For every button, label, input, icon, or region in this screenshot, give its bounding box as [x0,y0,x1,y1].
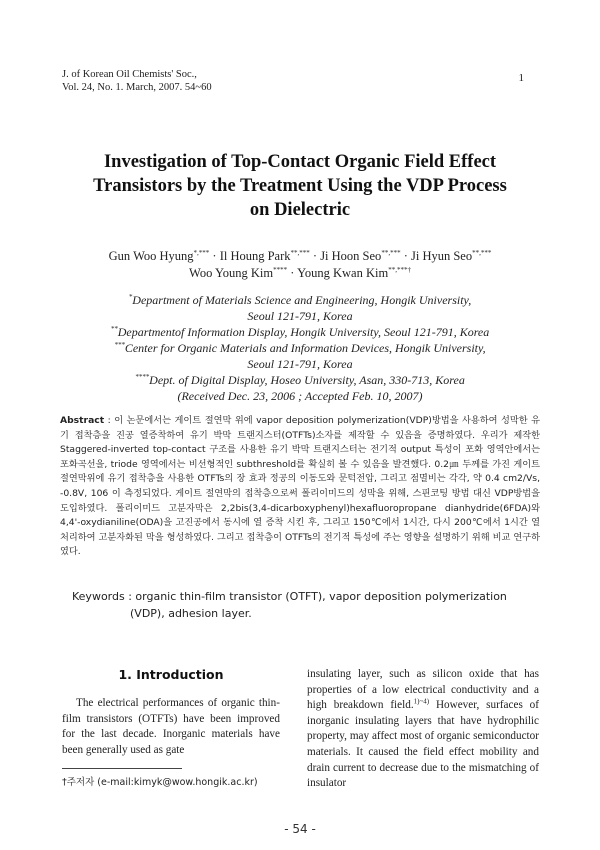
intro-paragraph-left: The electrical performances of organic thin-film transistors (OTFTs) have been improved for the last decade. Inorganic materials have been generally used as gate [62,697,280,756]
author-line-1 [60,248,540,265]
paper-title [40,150,560,222]
affiliation-3: ***Center for Organic Materials and Information Devices, Hongik University, [114,341,486,355]
author-name: · Ji Hyun Seo [400,249,473,263]
title-line-1: Investigation of Top-Contact Organic Field Effect [103,152,497,172]
affiliation-2: **Departmentof Information Display, Hongik University, Seoul 121-791, Korea [110,325,490,339]
page-number-top: 1 [518,72,524,84]
affiliation-3-city: Seoul 121-791, Korea [247,357,353,371]
author-mark: **,***† [388,265,411,274]
author-mark: *,*** [193,248,210,257]
right-column [307,667,539,792]
left-column [62,667,280,758]
author-name: · Ji Hoon Seo [309,249,382,263]
journal-line-1: J. of Korean Oil Chemists' Soc., [62,69,197,80]
author-name: Woo Young Kim [189,266,274,280]
affiliation-mark: ** [110,325,118,333]
received-dates: (Received Dec. 23, 2006 ; Accepted Feb. 10, 2007) [177,389,423,403]
author-name: Gun Woo Hyung [108,249,194,263]
affiliations [70,292,530,404]
affiliation-4: ****Dept. of Digital Display, Hoseo University, Asan, 330-713, Korea [135,373,465,387]
author-mark: **,*** [290,248,310,257]
abstract-text: : 이 논문에서는 게이트 절연막 위에 vapor deposition polymerization(VDP)방법을 사용하여 성막한 유기 접착층을 진공 열증착하여 유기 박막 트랜지스터(OTFTs)소자를 제작할 수 있음을 증명하였다. 우리가 제작한 Staggered-inverted top-contact 구조를 사용한 유기 박막 트랜지스터는 전기적 output 특성이 포화 영역안에서는 포화곡선을, triode 영역에서는 비선형적인 subthreshold를 확실히 볼 수 있음을 발견했다. 0.2㎛ 두께를 가진 게이트 절연막위에 유기 접착층을 사용한 OTFTs의 장 효과 정공의 이동도와 문턱전압, 그리고 점멸비는 각각, 약 0.4 cm2/Vs, -0.8V, 106 이 측정되었다. 게이트 절연막의 접착층으로써 폴리이미드의 성막을 위해, 스핀코팅 방법 대신 VDP방법을 도입하였다. 폴리이미드 고분자막은 2,2bis(3,4-dicarboxyphenyl)hexafluoropropane dianhydride(6FDA)와 4,4'-oxydianiline(ODA)을 고진공에서 동시에 열 증착 시킨 후, 그리고 150℃에서 1시간, 다시 200℃에서 1시간 열처리하여 고분자화된 막을 형성하였다. 그리고 접착층이 OTFTs의 전기적 특성에 주는 영향을 설명하기 위해 비교 연구하였다. [60,415,540,558]
abstract [60,414,540,560]
intro-paragraph-right: insulating layer, such as silicon oxide that has properties of a low electrical conductivity and a high breakdown field.$^{1)\sim 4)}$ However, surfaces of inorganic insulating layers that have hydrophilic property, may affect most of organic semiconductor materials. It caused the field effect mobility and drain current to decrease due to the mismatching of insulator [307,668,539,790]
footnote-divider [62,768,182,769]
affiliation-mark: **** [135,373,150,381]
section-heading-introduction: 1. Introduction [118,667,224,682]
journal-citation [62,68,212,94]
author-line-2 [60,265,540,282]
author-name: · Il Houng Park [209,249,291,263]
author-mark: **,*** [472,248,492,257]
author-mark: **** [273,265,288,274]
author-list [60,248,540,282]
title-line-3: on Dielectric [249,200,351,220]
citation-mark: 1)~4) [413,697,430,706]
keywords-line-2: (VDP), adhesion layer. [130,607,252,620]
footnote: †주저자 (e-mail:kimyk@wow.hongik.ac.kr) [62,777,258,788]
keywords [72,588,540,622]
page-number-bottom: - 54 - [284,822,316,836]
abstract-label: Abstract [60,415,105,426]
affiliation-1: *Department of Materials Science and Engineering, Hongik University, [128,293,472,307]
affiliation-mark: * [128,293,133,301]
affiliation-1-city: Seoul 121-791, Korea [247,309,353,323]
author-mark: **,*** [381,248,401,257]
journal-line-2: Vol. 24, No. 1. March, 2007. 54~60 [62,82,212,93]
title-line-2: Transistors by the Treatment Using the VDP Process [93,176,507,196]
affiliation-mark: *** [114,341,125,349]
keywords-line-1: Keywords : organic thin-film transistor (OTFT), vapor deposition polymerization [72,590,507,603]
author-name: · Young Kwan Kim [287,266,389,280]
